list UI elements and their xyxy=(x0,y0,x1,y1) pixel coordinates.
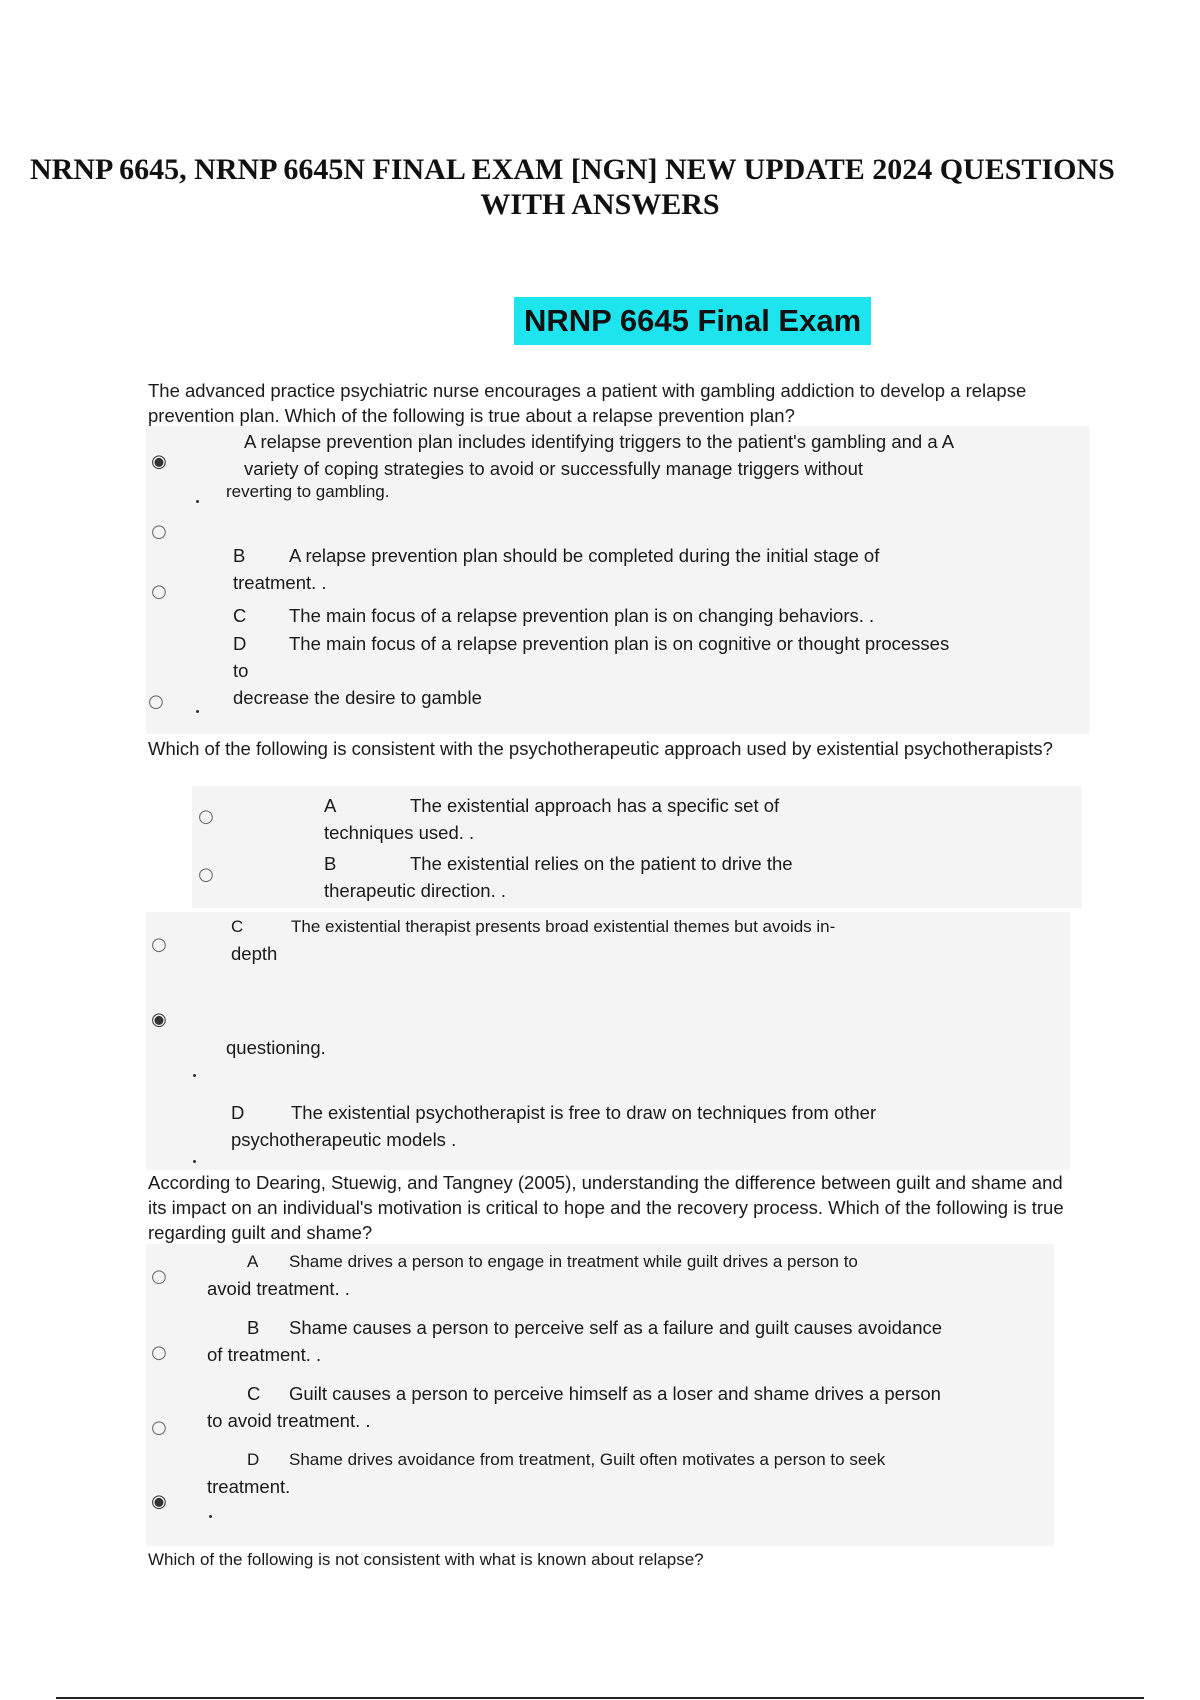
radio-unselected-icon[interactable]: ○ xyxy=(151,521,167,542)
q3-option-d: D Shame drives avoidance from treatment, Guilt often motivates a person to seek treatment. xyxy=(207,1450,886,1497)
document-title xyxy=(0,152,1200,222)
q2-option-d: D The existential psychotherapist is free to draw on techniques from other psychotherapeutic models . xyxy=(231,1102,877,1150)
bullet-dot xyxy=(209,1515,212,1518)
radio-selected-icon[interactable]: ◉ xyxy=(151,1009,167,1030)
radio-unselected-icon[interactable]: ○ xyxy=(151,1342,167,1363)
q1-option-a-line1: A relapse prevention plan includes identifying triggers to the patient's gambling and a A xyxy=(244,431,955,452)
q1-option-c: C The main focus of a relapse prevention plan is on changing behaviors. . xyxy=(233,605,875,626)
title-line-1: NRNP 6645, NRNP 6645N FINAL EXAM [NGN] NEW UPDATE 2024 QUESTIONS xyxy=(30,153,1115,186)
q2-option-c-line3: questioning. xyxy=(226,1037,326,1058)
q2-option-a: A The existential approach has a specific set of techniques used. . xyxy=(324,795,780,843)
q1-option-a-line2: variety of coping strategies to avoid or successfully manage triggers without xyxy=(244,458,864,479)
radio-selected-icon[interactable]: ◉ xyxy=(151,451,167,472)
q3-option-b: B Shame causes a person to perceive self as a failure and guilt causes avoidance of treatment. . xyxy=(207,1317,943,1365)
radio-unselected-icon[interactable]: ○ xyxy=(151,1266,167,1287)
exam-banner: NRNP 6645 Final Exam xyxy=(514,297,871,345)
q1-option-b: B A relapse prevention plan should be completed during the initial stage of treatment. . xyxy=(233,545,880,593)
question-3-text: According to Dearing, Stuewig, and Tangney (2005), understanding the difference between guilt and shame and its impact on an individual's motivation is critical to hope and the recovery process. Which of the following is true regarding guilt and shame? xyxy=(148,1172,1064,1243)
radio-unselected-icon[interactable]: ○ xyxy=(151,581,167,602)
radio-unselected-icon[interactable]: ○ xyxy=(151,934,167,955)
question-2-text: Which of the following is consistent with the psychotherapeutic approach used by existential psychotherapists? xyxy=(148,738,1053,759)
radio-unselected-icon[interactable]: ○ xyxy=(148,691,164,712)
bullet-dot xyxy=(196,710,199,713)
question-1-text: The advanced practice psychiatric nurse encourages a patient with gambling addiction to develop a relapse prevention plan. Which of the following is true about a relapse prevention plan? xyxy=(148,380,1027,426)
radio-unselected-icon[interactable]: ○ xyxy=(198,806,214,827)
radio-unselected-icon[interactable]: ○ xyxy=(151,1417,167,1438)
title-line-2: WITH ANSWERS xyxy=(480,188,720,221)
q1-option-a-line3: reverting to gambling. xyxy=(226,482,390,501)
q3-option-a: A Shame drives a person to engage in treatment while guilt drives a person to avoid treatment. . xyxy=(207,1252,858,1299)
question-4-text: Which of the following is not consistent with what is known about relapse? xyxy=(148,1550,704,1569)
bullet-dot xyxy=(193,1160,196,1163)
radio-unselected-icon[interactable]: ○ xyxy=(198,864,214,885)
bullet-dot xyxy=(196,500,199,503)
q2-option-b: B The existential relies on the patient to drive the therapeutic direction. . xyxy=(324,853,793,901)
radio-selected-icon[interactable]: ◉ xyxy=(151,1491,167,1512)
q1-option-d: D The main focus of a relapse prevention plan is on cognitive or thought processes to decrease the desire to gamble xyxy=(233,633,950,708)
q2-option-c: C The existential therapist presents broad existential themes but avoids in- depth xyxy=(231,917,836,964)
q1-option-a xyxy=(244,428,1044,482)
page-bottom-rule xyxy=(56,1697,1144,1699)
q3-option-c: C Guilt causes a person to perceive himself as a loser and shame drives a person to avoid treatment. . xyxy=(207,1383,941,1431)
bullet-dot xyxy=(193,1074,196,1077)
